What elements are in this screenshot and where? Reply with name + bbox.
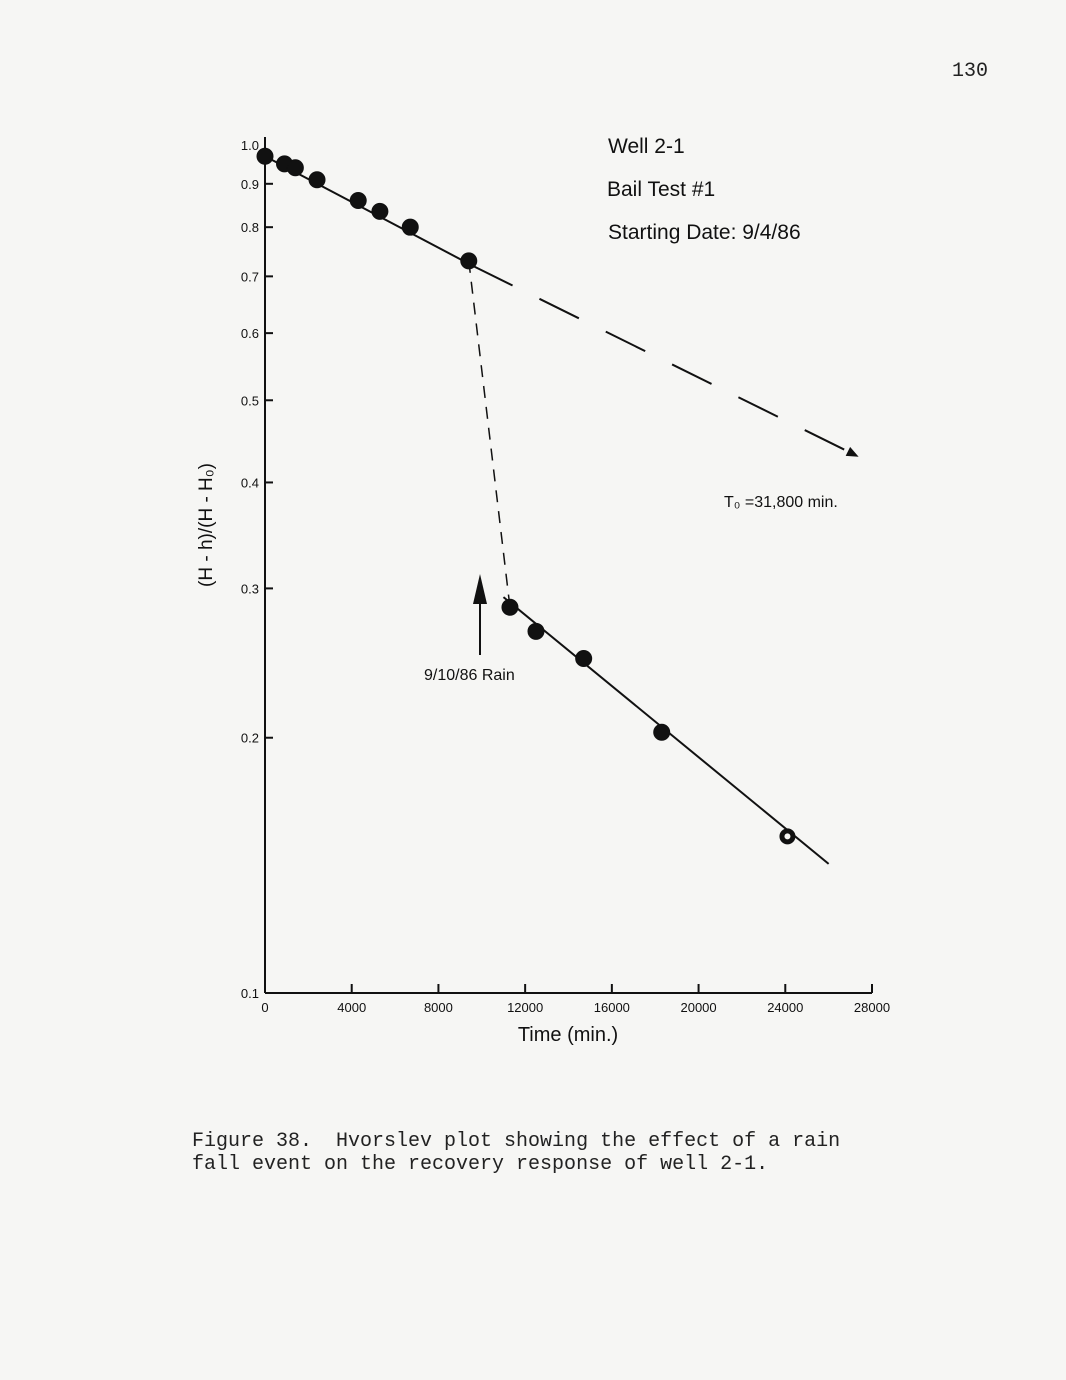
data-point xyxy=(287,160,303,176)
caption-line-2: fall event on the recovery response of well 2-1. xyxy=(192,1153,769,1176)
y-tick-label: 0.3 xyxy=(240,581,259,597)
x-tick-label: 8000 xyxy=(423,1000,453,1015)
data-point xyxy=(402,219,418,235)
rain-event-label: 9/10/86 Rain xyxy=(424,667,515,684)
figure-caption xyxy=(192,1130,912,1176)
y-axis-label: (H - h)/(H - H₀) xyxy=(196,463,217,587)
y-tick-label: 0.6 xyxy=(240,326,259,342)
data-point xyxy=(576,651,592,667)
x-tick-label: 16000 xyxy=(593,1000,630,1015)
rain-drop-connector xyxy=(469,261,510,607)
data-point-center xyxy=(784,833,790,839)
chart-title-line-1: Well 2-1 xyxy=(608,135,685,158)
data-point xyxy=(654,724,670,740)
x-tick-label: 4000 xyxy=(337,1000,367,1015)
projected-recovery-line xyxy=(473,266,857,456)
data-points xyxy=(257,148,794,843)
axes xyxy=(241,137,890,1015)
x-tick-label: 20000 xyxy=(680,1000,717,1015)
x-tick-label: 28000 xyxy=(853,1000,891,1015)
y-tick-label: 0.7 xyxy=(240,269,259,285)
y-tick-label: 0.2 xyxy=(240,730,259,746)
data-point xyxy=(372,203,388,219)
data-point xyxy=(257,148,273,164)
y-tick-label: 0.4 xyxy=(240,475,259,491)
y-tick-label: 0.9 xyxy=(240,176,259,192)
y-tick-label: 0.5 xyxy=(240,393,259,409)
caption-line-1: Figure 38. Hvorslev plot showing the effect of a rain xyxy=(192,1130,841,1153)
data-point xyxy=(502,599,518,615)
y-tick-label: 0.1 xyxy=(240,986,259,1001)
data-point xyxy=(309,172,325,188)
page-number: 130 xyxy=(952,60,989,83)
chart-title-line-2: Bail Test #1 xyxy=(607,178,716,201)
x-tick-label: 12000 xyxy=(507,1000,544,1015)
x-tick-label: 0 xyxy=(261,1000,269,1015)
x-tick-label: 24000 xyxy=(767,1000,804,1015)
chart-title-line-3: Starting Date: 9/4/86 xyxy=(608,221,801,244)
rain-arrow xyxy=(473,574,487,655)
chart-labels xyxy=(196,135,838,1046)
y-tick-label: 0.8 xyxy=(240,220,259,236)
time-constant-label: T₀ =31,800 min. xyxy=(724,494,838,511)
x-axis-label: Time (min.) xyxy=(517,1024,619,1046)
data-point xyxy=(461,253,477,269)
y-tick-label: 1.0 xyxy=(240,138,259,153)
data-point xyxy=(528,623,544,639)
data-point xyxy=(350,193,366,209)
